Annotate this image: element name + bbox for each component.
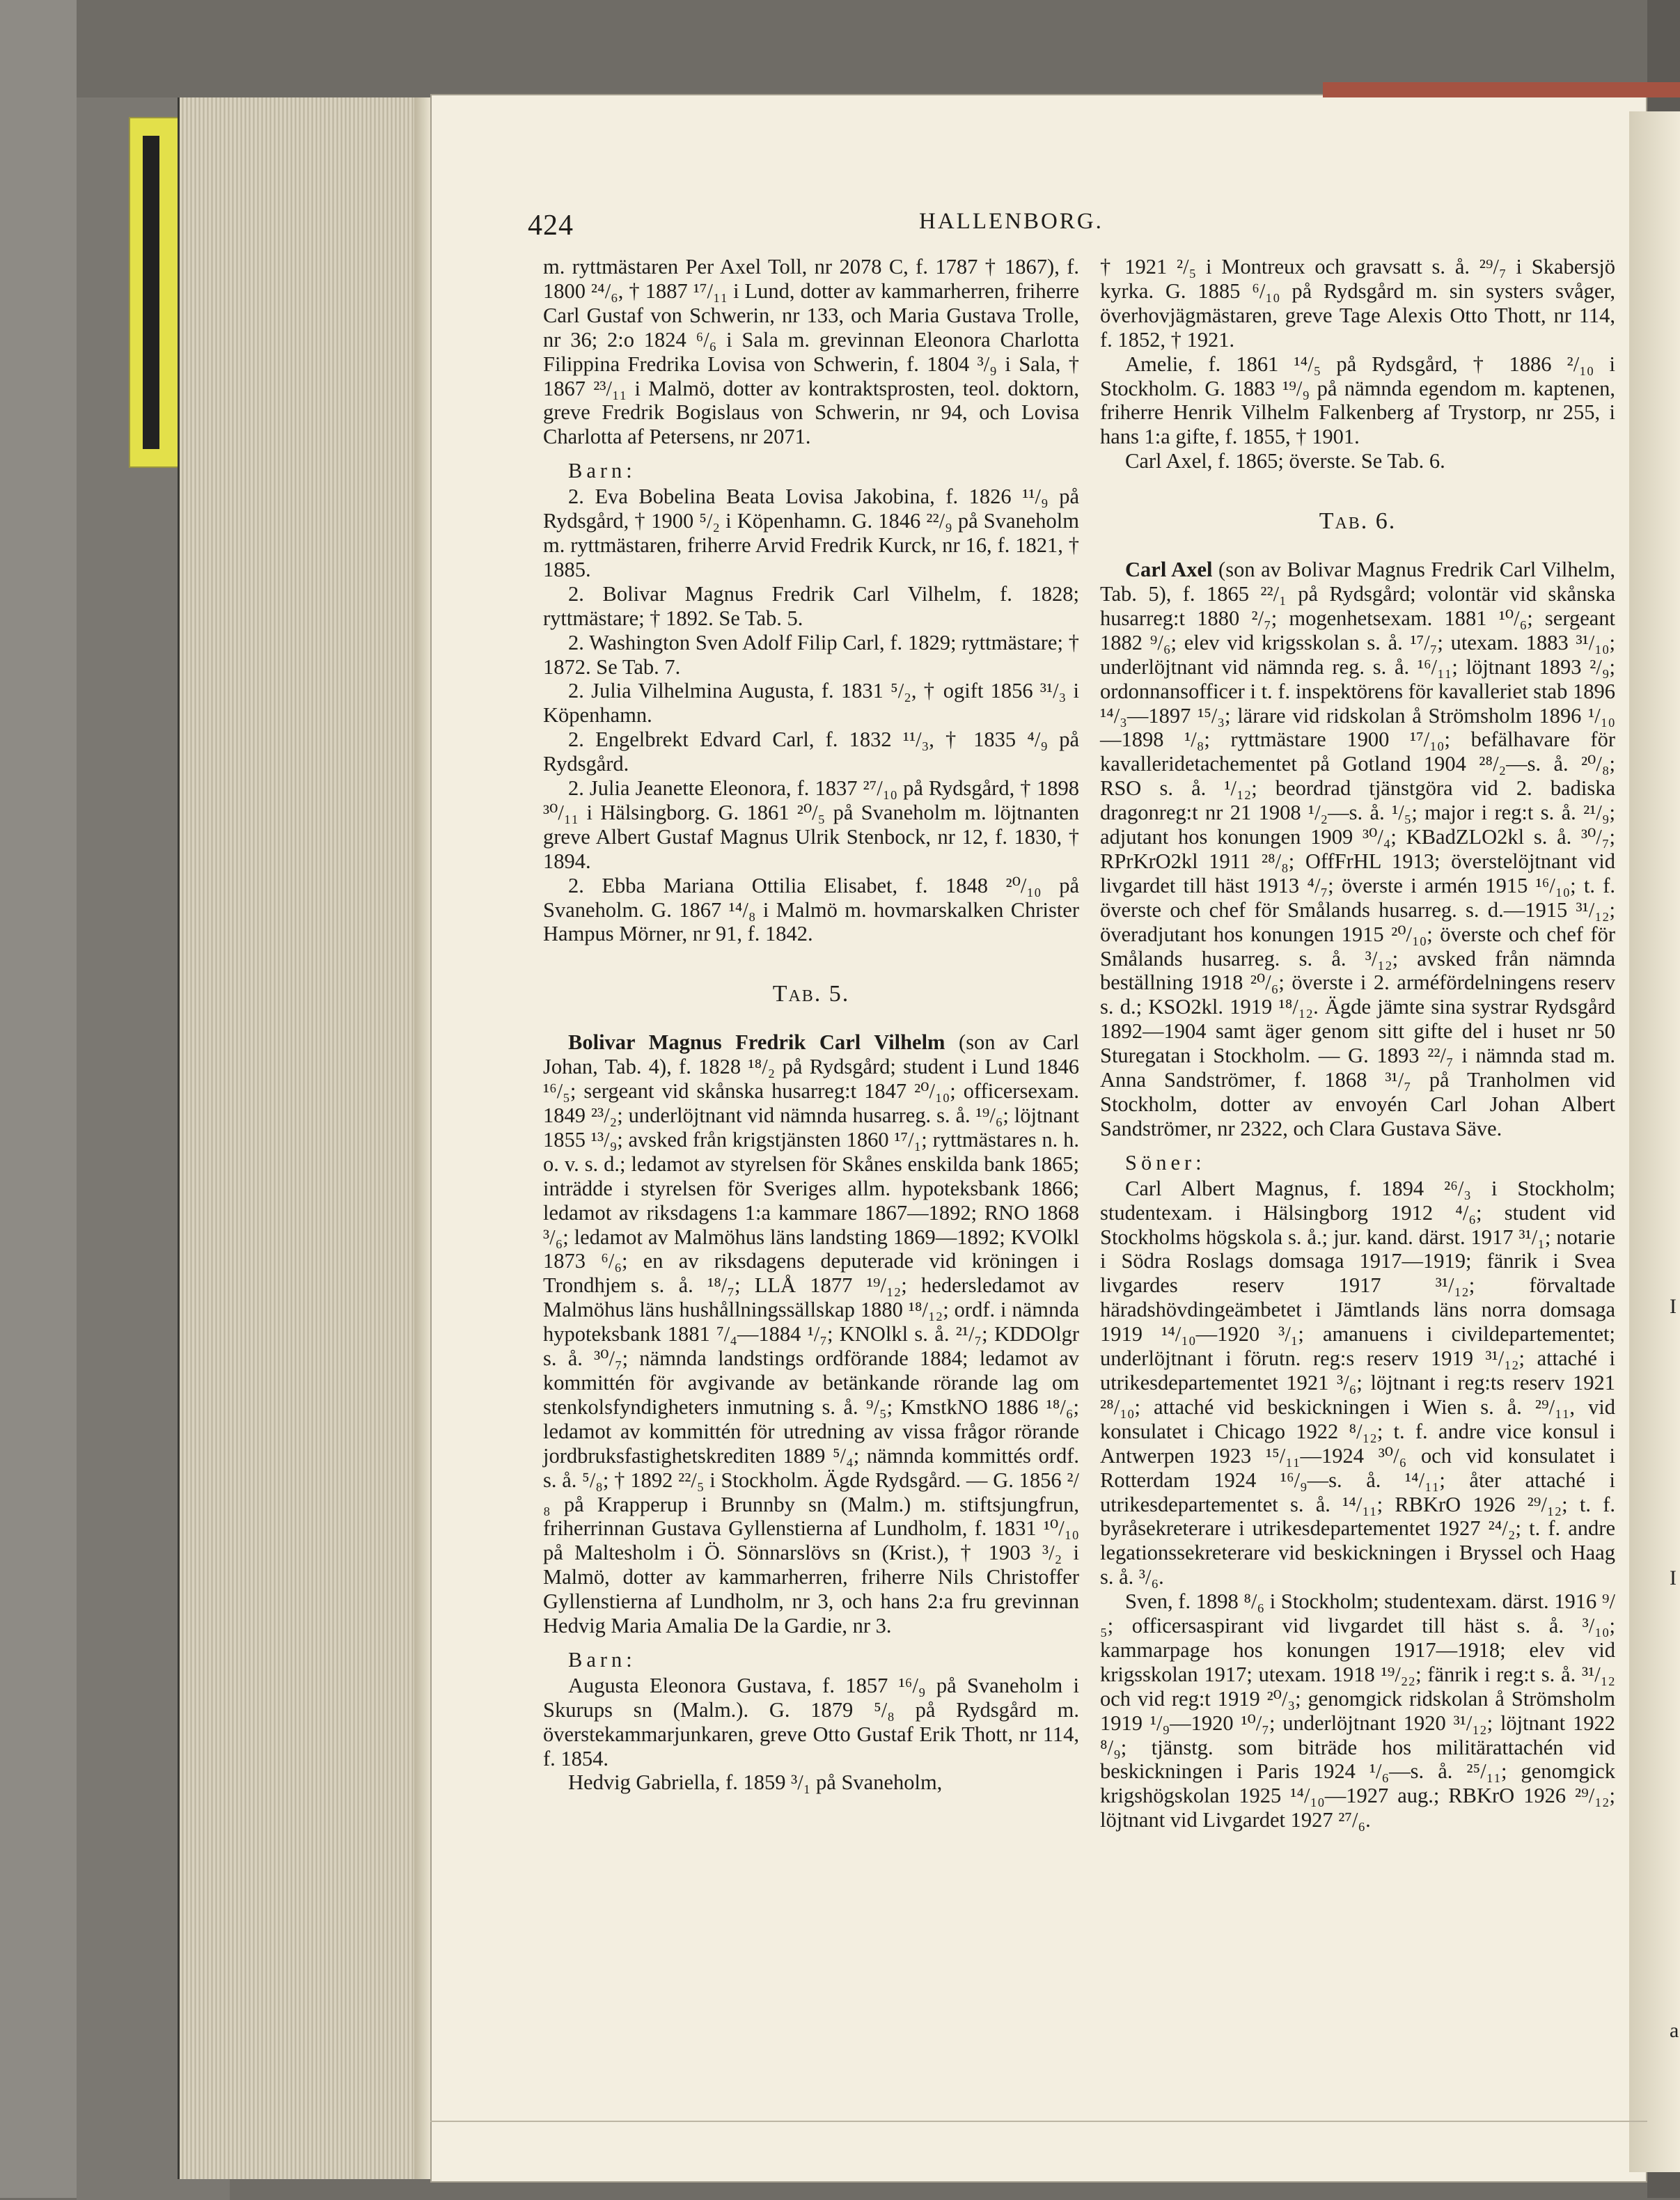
- table-heading: [1100, 510, 1615, 534]
- left-column: [543, 255, 1079, 1795]
- color-calibration-strip: [129, 117, 180, 468]
- child-entry: 2. Ebba Mariana Ottilia Elisabet, f. 1848 ²⁰/₁₀ på Svaneholm. G. 1867 ¹⁴/₈ i Malmö m. hovmarskalken Christer Hampus Mörner, nr 91, f. 1842.: [543, 873, 1079, 946]
- paragraph: m. ryttmästaren Per Axel Toll, nr 2078 C, f. 1787 † 1867), f. 1800 ²⁴/₆, † 1887 ¹⁷/₁₁ i Lund, dotter av kammarherren, friherre Carl Gustaf von Schwerin, nr 133, och Maria Gustava Trolle, nr 36; 2:o 1824 ⁶/₆ i Sala m. grevinnan Eleonora Charlotta Filippina Fredrika Lovisa von Schwerin, f. 1804 ³/₉ i Sala, † 1867 ²³/₁₁ i Malmö, dotter av kontraktsprosten, teol. doktorn, greve Fredrik Bogislaus von Schwerin, nr 94, och Lovisa Charlotta af Petersens, nr 2071.: [543, 255, 1079, 449]
- right-column: [1100, 255, 1615, 1832]
- child-entry: 2. Washington Sven Adolf Filip Carl, f. 1829; ryttmästare; † 1872. Se Tab. 7.: [543, 630, 1079, 679]
- child-entry: 2. Julia Vilhelmina Augusta, f. 1831 ⁵/₂, † ogift 1856 ³¹/₃ i Köpenhamn.: [543, 679, 1079, 728]
- table-entry: [543, 1030, 1079, 1638]
- child-entry: 2. Engelbrekt Edvard Carl, f. 1832 ¹¹/₃, † 1835 ⁴/₉ på Rydsgård.: [543, 728, 1079, 776]
- child-entry: 2. Bolivar Magnus Fredrik Carl Vilhelm, f. 1828; ryttmästare; † 1892. Se Tab. 5.: [543, 581, 1079, 630]
- entry-text: (son av Bolivar Magnus Fredrik Carl Vilhelm, Tab. 5), f. 1865 ²²/₁ på Rydsgård; volontär vid skånska husarreg:t 1880 ²/₇; mogenhetsexam. 1881 ¹⁰/₆; sergeant 1882 ⁹/₆; elev vid krigsskolan s. å. ¹⁷/₇; utexam. 1883 ³¹/₁₀; underlöjtnant vid nämnda reg. s. å. ¹⁶/₁₁; löjtnant 1893 ²/₉; ordonnansofficer i t. f. inspektörens för kavalleriet stab 1896 ¹⁴/₃—1897 ¹⁵/₃; lärare vid ridskolan å Strömsholm 1896 ¹/₁₀—1898 ¹/₈; ryttmästare 1900 ¹⁷/₁₀; befälhavare för kavalleridetachementet på Gotland 1904 ²⁸/₂—s. å. ²⁰/₈; RSO s. å. ¹/₁₂; beordrad tjänstgöra vid 2. badiska dragonreg:t nr 21 1908 ¹/₂—s. å. ¹/₅; major i reg:t s. å. ²¹/₉; adjutant hos konungen 1909 ³⁰/₄; KBadZLO2kl s. å. ³⁰/₇; RPrKrO2kl 1911 ²⁸/₈; OffFrHL 1913; överstelöjtnant vid livgardet till häst 1913 ⁴/₇; överste i armén 1915 ¹⁶/₁₀; t. f. överste och chef för Smålands husarreg. s. d.—1915 ³¹/₁₂; överadjutant hos konungen 1915 ²⁰/₁₀; överste och chef för Smålands husarreg. s. å. ³/₁₂; avsked från nämnda beställning 1918 ²⁰/₆; överste i 2. arméfördelningens reserv s. d.; KSO2kl. 1919 ¹⁸/₁₂. Ägde jämte sina systrar Rydsgård 1892—1904 samt äger genom sitt gifte del i huset nr 50 Sturegatan i Stockholm. — G. 1893 ²²/₇ i nämnda stad m. Anna Sandströmer, f. 1868 ³¹/₇ på Tranholmen vid Stockholm, dotter av envoyén Carl Johan Albert Sandströmer, nr 2322, och Clara Gustava Säve.: [1100, 558, 1616, 1140]
- child-entry: Carl Axel, f. 1865; överste. Se Tab. 6.: [1125, 449, 1445, 473]
- next-page-edge: [1629, 111, 1680, 2172]
- running-head: HALLENBORG.: [919, 209, 1104, 234]
- table-heading-label: Tab. 6.: [1319, 508, 1397, 535]
- section-label: Söner:: [1125, 1150, 1206, 1174]
- person-name: Bolivar Magnus Fredrik Carl Vilhelm: [568, 1030, 945, 1055]
- calibration-bar: [143, 136, 159, 449]
- person-name: Carl Axel: [1125, 558, 1213, 582]
- entry-text: (son av Carl Johan, Tab. 4), f. 1828 ¹⁸/₂ på Rydsgård; student i Lund 1846 ¹⁶/₅; sergeant vid skånska husarreg:t 1847 ²⁰/₁₀; officersexam. 1849 ²³/₂; underlöjtnant vid nämnda husarreg. s. å. ¹⁹/₆; löjtnant 1855 ¹³/₉; avsked från krigstjänsten 1860 ¹⁷/₁; ryttmästares n. h. o. v. s. d.; ledamot av styrelsen för Skånes enskilda bank 1865; inträdde i styrelsen för Sveriges allm. hypoteksbank 1866; ledamot av riksdagens 1:a kammare 1867—1892; RNO 1868 ³/₆; ledamot av Malmöhus läns landsting 1869—1892; KVOlkl 1873 ⁶/₆; en av riksdagens deputerade vid kröningen i Trondhjem s. å. ¹⁸/₇; LLÅ 1877 ¹⁹/₁₂; hedersledamot av Malmöhus läns hushållningssällskap 1880 ¹⁸/₁₂; ordf. i nämnda hypoteksbank 1881 ⁷/₄—1884 ¹/₇; KNOlkl s. å. ²¹/₇; KDDOlgr s. å. ³⁰/₇; nämnda landstings ordförande 1884; ledamot av kommittén för avgivande av betänkande rörande lag om stenkolsfyndigheters inmutning s. å. ⁹/₅; KmstkNO 1886 ¹⁸/₆; ledamot av kommittén för utredning av vissa frågor rörande jordbruksfastighetskrediten 1889 ⁵/₄; nämnda kommittés ordf. s. å. ⁵/₈; † 1892 ²²/₅ i Stockholm. Ägde Rydsgård. — G. 1856 ²/₈ på Krapperup i Brunnby sn (Malm.) m. stiftsjungfrun, friherrinnan Gustava Gyllenstierna af Lundholm, f. 1831 ¹⁰/₁₀ på Maltesholm i Ö. Sönnarslövs sn (Krist.), † 1903 ³/₂ i Malmö, dotter av kammarherren, friherre Nils Christoffer Gyllenstierna af Lundholm, nr 3, och hans 2:a fru grevinnan Hedvig Maria Amalia De la Gardie, nr 3.: [543, 1030, 1079, 1638]
- book-gutter: [414, 97, 432, 2179]
- child-entry: 2. Julia Jeanette Eleonora, f. 1837 ²⁷/₁₀ på Rydsgård, † 1898 ³⁰/₁₁ i Hälsingborg. G. 1861 ²⁰/₅ på Svaneholm m. löjtnanten greve Albert Gustaf Magnus Ulrik Stenbock, nr 12, f. 1830, † 1894.: [543, 776, 1079, 873]
- child-entry: Augusta Eleonora Gustava, f. 1857 ¹⁶/₉ på Svaneholm i Skurups sn (Malm.). G. 1879 ⁵/₈ på Rydsgård m. överstekammarjunkaren, greve Otto Gustaf Erik Thott, nr 114, f. 1854.: [543, 1673, 1079, 1770]
- child-entry: 2. Eva Bobelina Beata Lovisa Jakobina, f. 1826 ¹¹/₉ på Rydsgård, † 1900 ⁵/₂ i Köpenhamn. G. 1846 ²²/₉ på Svaneholm m. ryttmästaren, friherre Arvid Fredrik Kurck, nr 16, f. 1821, † 1885.: [543, 485, 1079, 581]
- page-stack-edges: [178, 97, 416, 2179]
- page-bottom-edge: [430, 2121, 1647, 2122]
- page-number: 424: [528, 210, 574, 242]
- next-page-fragment: I: [1670, 1295, 1677, 1318]
- background-left: [0, 0, 77, 2198]
- child-entry: Hedvig Gabriella, f. 1859 ³/₁ på Svaneholm,: [568, 1770, 943, 1795]
- paragraph: † 1921 ²/₅ i Montreux och gravsatt s. å. ²⁹/₇ i Skabersjö kyrka. G. 1885 ⁶/₁₀ på Rydsgård m. sin systers svåger, överhovjägmästaren, greve Tage Alexis Otto Thott, nr 114, f. 1852, † 1921.: [1100, 255, 1615, 352]
- next-page-fragment: a: [1670, 2019, 1679, 2042]
- cover-edge: [1323, 82, 1680, 97]
- next-page-fragment: I: [1670, 1566, 1677, 1589]
- child-entry: Amelie, f. 1861 ¹⁴/₅ på Rydsgård, † 1886 ²/₁₀ i Stockholm. G. 1883 ¹⁹/₉ på nämnda egendom m. kaptenen, friherre Henrik Vilhelm Falkenberg af Trystorp, nr 255, i hans 1:a gifte, f. 1855, † 1901.: [1100, 352, 1615, 449]
- section-label: Barn:: [568, 1647, 636, 1672]
- table-heading: [543, 982, 1079, 1007]
- child-entry: Carl Albert Magnus, f. 1894 ²⁶/₃ i Stockholm; studentexam. i Hälsingborg 1912 ⁴/₆; student vid Stockholms högskola s. å.; jur. kand. därst. 1917 ³¹/₁; notarie i Södra Roslags domsaga 1917—1919; fänrik i Svea livgardes reserv 1917 ³¹/₁₂; förvaltade häradshövdingeämbetet i Jämtlands läns norra domsaga 1919 ¹⁴/₁₀—1920 ³/₁; amanuens i civildepartementet; underlöjtnant i förutn. reg:s reserv 1919 ³¹/₁₂; attaché i utrikesdepartementet 1921 ³/₆; löjtnant i reg:ts reserv 1921 ²⁸/₁₀; attaché vid beskickningen i Wien s. å. ²⁹/₁₁, vid konsulatet i Chicago 1922 ⁸/₁₂; t. f. andre vice konsul i Antwerpen 1923 ¹⁵/₁₁—1924 ³⁰/₆ och vid konsulatet i Rotterdam 1924 ¹⁶/₉—s. å. ¹⁴/₁₁; åter attaché i utrikesdepartementet s. å. ¹⁴/₁₁; RBKrO 1926 ²⁹/₁₂; t. f. byråsekreterare i utrikesdepartementet 1927 ²⁴/₂; t. f. andre legationssekreterare vid beskickningen i Bryssel och Haag s. å. ³/₆.: [1100, 1176, 1615, 1589]
- child-entry: Sven, f. 1898 ⁸/₆ i Stockholm; studentexam. därst. 1916 ⁹/₅; officersaspirant vid livgardet till häst s. å. ³/₁₀; kammarpage hos konungen 1917—1918; elev vid krigsskolan 1917; utexam. 1918 ¹⁹/₂₂; fänrik i reg:t s. å. ³¹/₁₂ och vid reg:t 1919 ²⁰/₃; genomgick ridskolan å Strömsholm 1919 ¹/₉—1920 ¹⁰/₇; underlöjtnant 1920 ³¹/₁₂; löjtnant 1922 ⁸/₉; tjänstg. som biträde hos militärattachén vid beskickningen i Paris 1924 ¹/₆—s. å. ²⁵/₁₁; genomgick krigshögskolan 1925 ¹⁴/₁₀—1927 aug.; RBKrO 1926 ²⁹/₁₂; löjtnant vid Livgardet 1927 ²⁷/₆.: [1100, 1589, 1615, 1832]
- table-heading-label: Tab. 5.: [772, 981, 850, 1007]
- section-label: Barn:: [568, 459, 636, 483]
- table-entry: [1100, 558, 1615, 1141]
